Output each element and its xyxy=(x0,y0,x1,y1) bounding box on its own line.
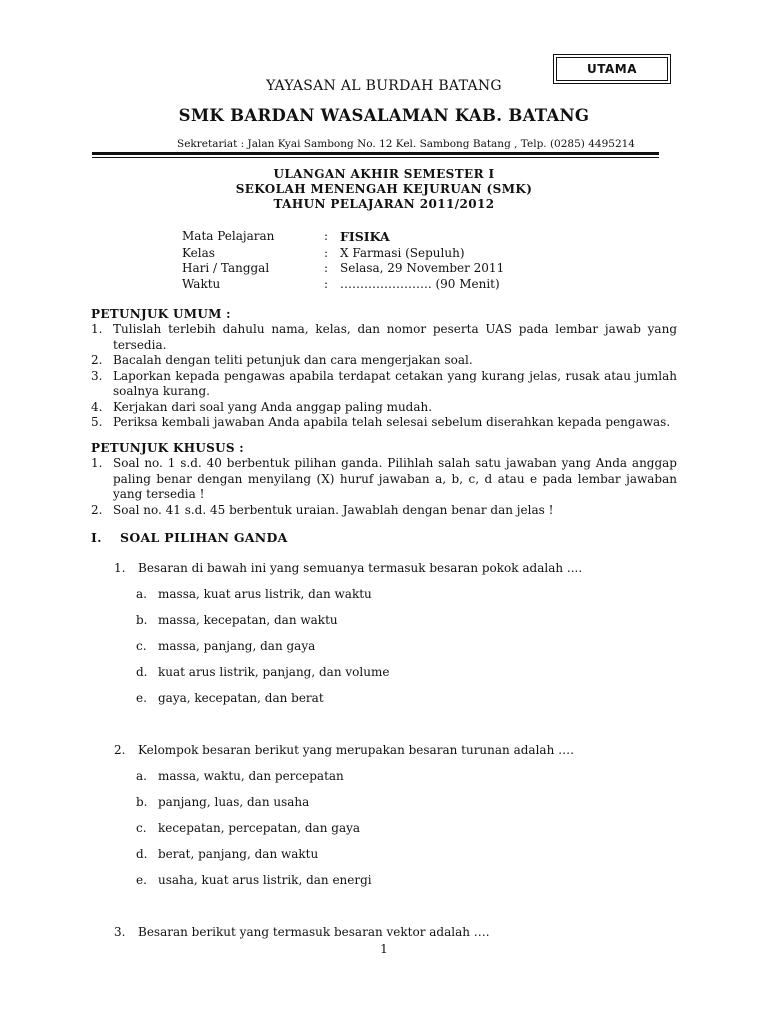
option-letter: b. xyxy=(136,613,148,627)
info-value: X Farmasi (Sepuluh) xyxy=(340,246,465,260)
info-colon: : xyxy=(324,229,329,243)
petunjuk-khusus-list xyxy=(91,456,677,518)
item-number: 2. xyxy=(91,502,103,517)
option-letter: c. xyxy=(136,639,147,653)
section-title xyxy=(91,530,288,545)
option-text: gaya, kecepatan, dan berat xyxy=(158,691,324,705)
exam-title-line2: SEKOLAH MENENGAH KEJURUAN (SMK) xyxy=(235,182,533,196)
list-item xyxy=(91,353,677,369)
list-item xyxy=(91,369,677,400)
question-number: 2. xyxy=(114,743,126,757)
item-number: 2. xyxy=(91,353,103,367)
header-rule-thin xyxy=(92,157,659,158)
page-number: 1 xyxy=(380,942,388,956)
list-item xyxy=(91,503,677,519)
question-number: 3. xyxy=(114,925,126,939)
option-text: massa, kecepatan, dan waktu xyxy=(158,613,338,627)
list-item xyxy=(91,456,677,503)
question-text: Besaran di bawah ini yang semuanya termasuk besaran pokok adalah .... xyxy=(138,561,583,575)
utama-label: UTAMA xyxy=(586,62,637,76)
item-text: Soal no. 1 s.d. 40 berbentuk pilihan ganda. Pilihlah salah satu jawaban yang Anda anggap paling benar dengan menyilang (X) huruf jawaban a, b, c, d atau e pada lembar jawaban yang tersedia ! xyxy=(113,456,677,501)
info-label: Hari / Tanggal xyxy=(182,261,270,275)
option-letter: d. xyxy=(136,665,148,679)
school-name: SMK BARDAN WASALAMAN KAB. BATANG xyxy=(178,106,590,125)
option-letter: e. xyxy=(136,691,147,705)
petunjuk-khusus-heading: PETUNJUK KHUSUS : xyxy=(91,441,245,455)
list-item xyxy=(91,400,677,416)
list-item xyxy=(91,415,677,431)
option-letter: e. xyxy=(136,873,147,887)
item-number: 1. xyxy=(91,456,103,470)
section-title-text: SOAL PILIHAN GANDA xyxy=(120,530,288,545)
question-text: Besaran berikut yang termasuk besaran vektor adalah …. xyxy=(138,925,490,939)
section-numeral: I. xyxy=(91,530,102,545)
option-letter: b. xyxy=(136,795,148,809)
exam-title-line1: ULANGAN AKHIR SEMESTER I xyxy=(273,167,495,181)
exam-title-line3: TAHUN PELAJARAN 2011/2012 xyxy=(273,197,495,211)
info-colon: : xyxy=(324,261,329,275)
item-number: 3. xyxy=(91,368,103,383)
foundation-name: YAYASAN AL BURDAH BATANG xyxy=(266,78,502,94)
item-text: Soal no. 41 s.d. 45 berbentuk uraian. Jawablah dengan benar dan jelas ! xyxy=(113,502,554,517)
item-text: Bacalah dengan teliti petunjuk dan cara mengerjakan soal. xyxy=(113,353,473,367)
item-number: 4. xyxy=(91,399,103,414)
option-letter: d. xyxy=(136,847,148,861)
item-text: Laporkan kepada pengawas apabila terdapat cetakan yang kurang jelas, rusak atau jumlah soalnya kurang. xyxy=(113,368,677,398)
info-label: Waktu xyxy=(182,277,221,291)
info-value: FISIKA xyxy=(340,229,390,244)
info-value: ………………….. (90 Menit) xyxy=(340,277,500,291)
item-text: Periksa kembali jawaban Anda apabila telah selesai sebelum diserahkan kepada pengawas. xyxy=(113,415,671,429)
petunjuk-umum-list xyxy=(91,322,677,431)
option-text: kuat arus listrik, panjang, dan volume xyxy=(158,665,390,679)
option-letter: a. xyxy=(136,587,147,601)
option-text: usaha, kuat arus listrik, dan energi xyxy=(158,873,372,887)
info-value: Selasa, 29 November 2011 xyxy=(340,261,505,275)
option-text: massa, waktu, dan percepatan xyxy=(158,769,344,783)
option-text: berat, panjang, dan waktu xyxy=(158,847,319,861)
petunjuk-umum-heading: PETUNJUK UMUM : xyxy=(91,307,231,321)
item-number: 5. xyxy=(91,415,103,429)
option-letter: a. xyxy=(136,769,147,783)
option-letter: c. xyxy=(136,821,147,835)
item-text: Tulislah terlebih dahulu nama, kelas, dan nomor peserta UAS pada lembar jawab yang tersedia. xyxy=(113,322,677,352)
item-number: 1. xyxy=(91,322,103,336)
header-rule-thick xyxy=(92,152,659,155)
option-text: massa, panjang, dan gaya xyxy=(158,639,316,653)
list-item xyxy=(91,322,677,353)
item-text: Kerjakan dari soal yang Anda anggap paling mudah. xyxy=(113,399,433,414)
school-address: Sekretariat : Jalan Kyai Sambong No. 12 Kel. Sambong Batang , Telp. (0285) 4495214 xyxy=(177,138,635,150)
question-text: Kelompok besaran berikut yang merupakan besaran turunan adalah …. xyxy=(138,743,574,757)
question-number: 1. xyxy=(114,561,126,575)
info-colon: : xyxy=(324,246,329,260)
option-text: panjang, luas, dan usaha xyxy=(158,795,310,809)
info-label: Mata Pelajaran xyxy=(182,229,275,243)
option-text: kecepatan, percepatan, dan gaya xyxy=(158,821,361,835)
option-text: massa, kuat arus listrik, dan waktu xyxy=(158,587,372,601)
info-label: Kelas xyxy=(182,246,215,260)
info-colon: : xyxy=(324,277,329,291)
